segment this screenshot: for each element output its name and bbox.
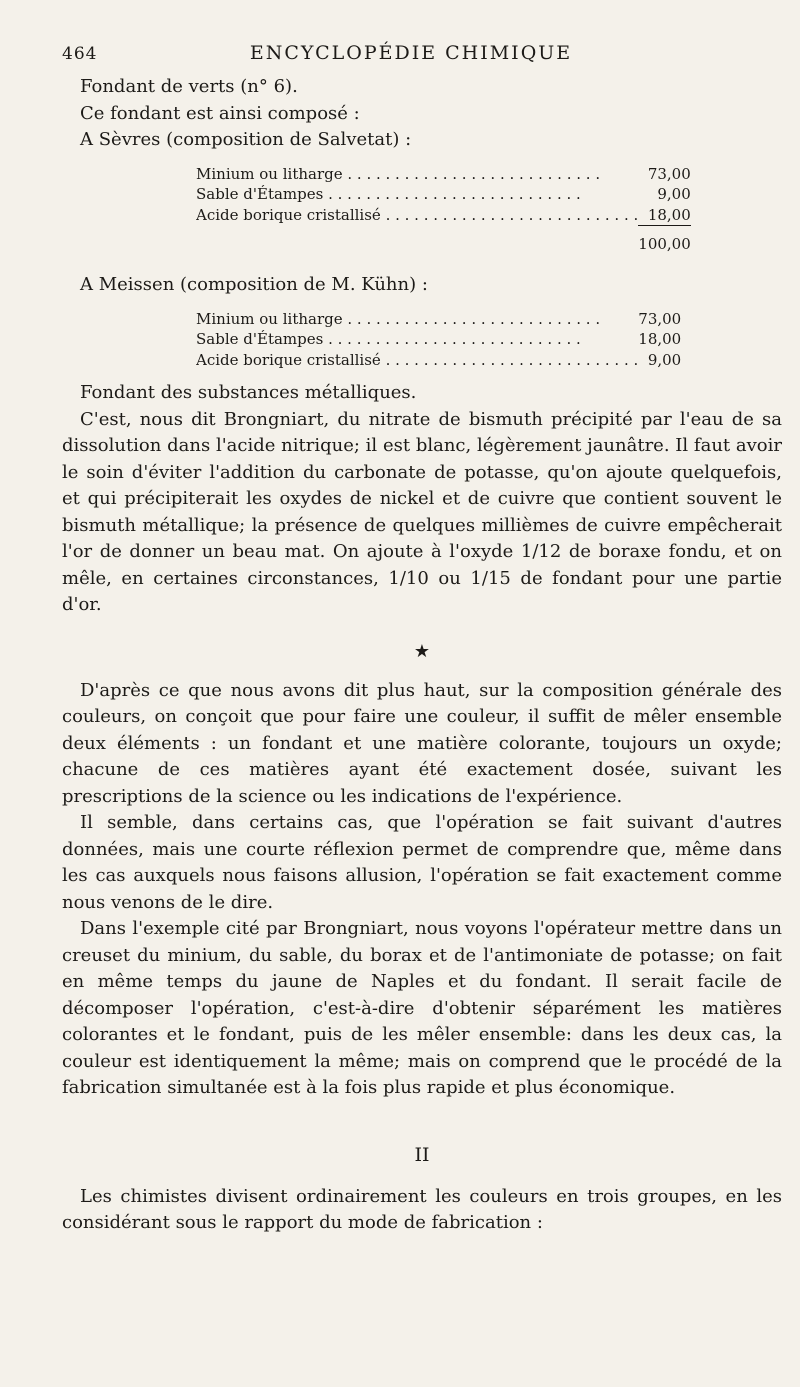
table-row [196,205,691,226]
ingredient-amount: 73,00 [638,309,682,328]
table-row [196,184,691,205]
ingredient-name: Sable d'Étampes . . . . . . . . . . . . . . . . . . . . . . . . . . . [196,330,581,348]
meissen-heading: A Meissen (composition de M. Kühn) : [80,274,428,295]
ingredient-amount: 18,00 [638,330,682,348]
body-paragraph: Il semble, dans certains cas, que l'opération se fait suivant d'autres données, mais une courte réflexion permet de comprendre que, même dans les cas auxquels nous faisons allusion, l'opération se fait exactement comme nous venons de le dire. [62,812,782,913]
metallic-fondant-heading: Fondant des substances métalliques. [80,382,417,403]
table-row [196,329,681,350]
page-number: 464 [62,44,98,64]
section-number: II [414,1143,430,1166]
table-total-row [196,226,691,263]
ingredient-name: Minium ou litharge . . . . . . . . . . . . . . . . . . . . . . . . . . . [196,164,601,183]
recipe-table-sevres [196,164,691,263]
ingredient-amount: 9,00 [657,185,691,203]
composition-intro: Ce fondant est ainsi composé : [80,102,360,124]
star-separator: ★ [413,640,431,662]
body-paragraph: D'après ce que nous avons dit plus haut, sur la composition générale des couleurs, on conçoit que pour faire une couleur, il suffit de mêler ensemble deux éléments : un fondant et une matière colorante, toujours un oxyde; chacune de ces matières ayant été exactement dosée, suivant les prescriptions de la science ou les indications de l'expérience. [62,679,782,807]
ingredient-name: Acide borique cristallisé . . . . . . . . . . . . . . . . . . . . . . . . . . . [196,205,639,224]
table-row [196,309,681,330]
body-paragraph: Dans l'exemple cité par Brongniart, nous voyons l'opérateur mettre dans un creuset du minium, du sable, du borax et de l'antimoniate de potasse; on fait en même temps du jaune de Naples et du fondant. Il serait facile de décomposer l'opération, c'est-à-dire d'obtenir séparément les matières colorantes et le fondant, puis de les mêler ensemble: dans les deux cas, la couleur est identiquement la même; mais on comprend que le procédé de la fabrication simultanée est à la fois plus rapide et plus économique. [62,918,782,1098]
ingredient-name: Acide borique cristallisé . . . . . . . . . . . . . . . . . . . . . . . . . . . [196,350,639,369]
ingredient-name: Minium ou litharge . . . . . . . . . . . . . . . . . . . . . . . . . . . [196,309,601,328]
ingredient-amount: 18,00 [647,205,691,224]
table-row [196,164,691,185]
ingredient-name: Sable d'Étampes . . . . . . . . . . . . . . . . . . . . . . . . . . . [196,185,581,203]
metallic-fondant-paragraph: C'est, nous dit Brongniart, du nitrate de bismuth précipité par l'eau de sa dissolution dans l'acide nitrique; il est blanc, légèrement jaunâtre. Il faut avoir le soin d'éviter l'addition du carbonate de potasse, qu'on ajoute quelquefois, et qui précipiterait les oxydes de nickel et de cuivre que contient souvent le bismuth métallique; la présence de quelques millièmes de cuivre empêcherait l'or de donner un beau mat. On ajoute à l'oxyde 1/12 de boraxe fondu, et on mêle, en certaines circonstances, 1/10 ou 1/15 de fondant pour une partie d'or. [62,408,782,615]
section-paragraph: Les chimistes divisent ordinairement les couleurs en trois groupes, en les considérant sous le rapport du mode de fabrication : [62,1185,782,1233]
ingredient-amount: 9,00 [647,350,682,369]
page-header [62,38,760,66]
running-title: ENCYCLOPÉDIE CHIMIQUE [249,42,573,64]
recipe-table-meissen [196,309,681,371]
sevres-heading: A Sèvres (composition de Salvetat) : [80,129,412,150]
table-row [196,350,681,371]
page-body [62,74,782,1237]
fondant-verts-heading: Fondant de verts (n° 6). [80,76,298,97]
ingredient-amount: 73,00 [647,164,691,183]
recipe-total: 100,00 [638,226,691,263]
